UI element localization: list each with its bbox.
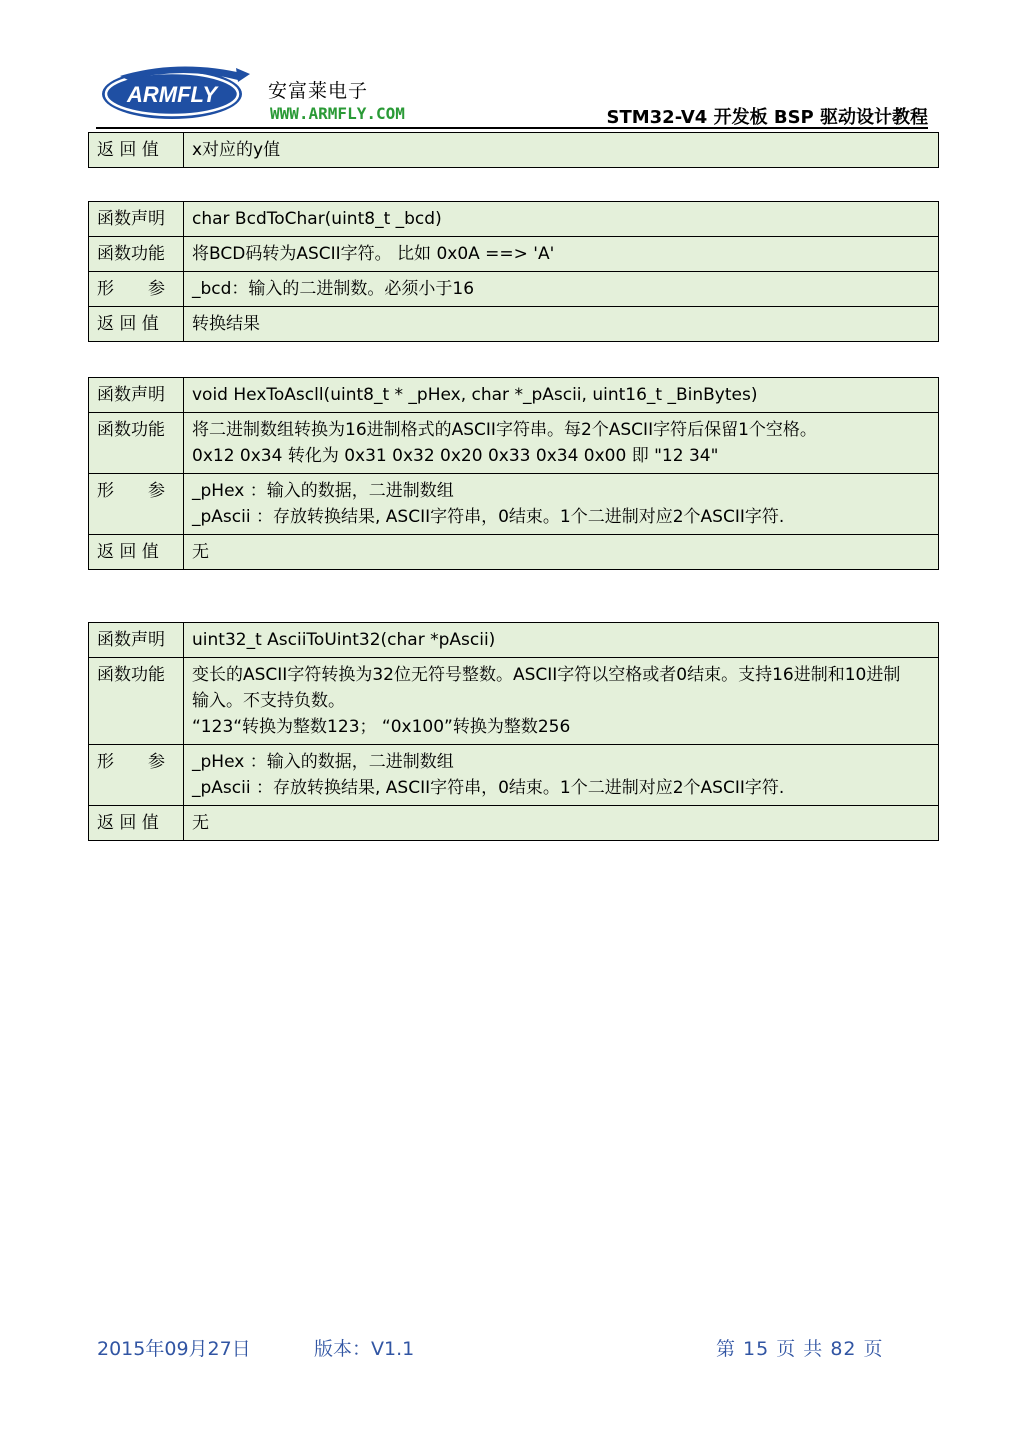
row-label: 形 参 xyxy=(89,745,184,806)
table-row xyxy=(89,378,939,413)
table-row xyxy=(89,535,939,570)
table-row xyxy=(89,474,939,535)
footer-date: 2015年09月27日 xyxy=(97,1338,251,1360)
content-line: _pAscii ：存放转换结果, ASCII字符串，0结束。1个二进制对应2个ASCII字符. xyxy=(192,778,785,798)
row-label: 函数功能 xyxy=(89,413,184,474)
row-content xyxy=(184,474,939,535)
row-label: 函数声明 xyxy=(89,202,184,237)
row-content xyxy=(184,307,939,342)
row-content xyxy=(184,806,939,841)
row-content xyxy=(184,272,939,307)
row-content xyxy=(184,378,939,413)
row-label: 返 回 值 xyxy=(89,535,184,570)
document-title: STM32-V4 开发板 BSP 驱动设计教程 xyxy=(606,107,928,128)
row-label: 函数声明 xyxy=(89,378,184,413)
row-content xyxy=(184,535,939,570)
row-label: 返 回 值 xyxy=(89,806,184,841)
row-content xyxy=(184,413,939,474)
header-divider xyxy=(96,127,928,129)
table-row xyxy=(89,202,939,237)
content-line: 无 xyxy=(192,813,209,833)
table-row xyxy=(89,806,939,841)
content-line: 将二进制数组转换为16进制格式的ASCII字符串。每2个ASCII字符后保留1个空格。 xyxy=(192,420,817,440)
website-link[interactable]: WWW.ARMFLY.COM xyxy=(270,104,405,123)
table-row xyxy=(89,745,939,806)
row-content xyxy=(184,202,939,237)
table-row xyxy=(89,307,939,342)
row-label: 函数功能 xyxy=(89,237,184,272)
row-label: 形 参 xyxy=(89,272,184,307)
content-line: _pHex ：输入的数据，二进制数组 xyxy=(192,752,454,772)
footer-version: 版本：V1.1 xyxy=(314,1338,415,1360)
content-line: 转换结果 xyxy=(192,314,260,334)
row-content xyxy=(184,623,939,658)
content-line: 无 xyxy=(192,542,209,562)
row-label: 返 回 值 xyxy=(89,307,184,342)
row-content xyxy=(184,133,939,168)
row-content xyxy=(184,658,939,745)
table-row xyxy=(89,413,939,474)
row-label: 返 回 值 xyxy=(89,133,184,168)
content-line: 将BCD码转为ASCII字符。 比如 0x0A ==> 'A' xyxy=(192,244,555,264)
table-row xyxy=(89,658,939,745)
table-row xyxy=(89,623,939,658)
company-name: 安富莱电子 xyxy=(268,80,369,102)
function-table-asciitouint32 xyxy=(88,622,939,841)
content-line: x对应的y值 xyxy=(192,140,281,160)
row-content xyxy=(184,237,939,272)
table-row xyxy=(89,133,939,168)
row-label: 形 参 xyxy=(89,474,184,535)
row-content xyxy=(184,745,939,806)
function-table-bcdtochar xyxy=(88,201,939,342)
armfly-logo xyxy=(100,62,250,122)
function-table-hextoascll xyxy=(88,377,939,570)
footer-page-number: 第 15 页 共 82 页 xyxy=(716,1338,884,1360)
logo-text: ARMFLY xyxy=(126,82,218,107)
content-line: void HexToAscll(uint8_t * _pHex, char *_pAscii, uint16_t _BinBytes) xyxy=(192,385,758,405)
content-line: 0x12 0x34 转化为 0x31 0x32 0x20 0x33 0x34 0x00 即 "12 34" xyxy=(192,446,719,466)
content-line: _pAscii ：存放转换结果, ASCII字符串，0结束。1个二进制对应2个ASCII字符. xyxy=(192,507,785,527)
table-row xyxy=(89,237,939,272)
function-table-continued xyxy=(88,132,939,168)
row-label: 函数声明 xyxy=(89,623,184,658)
content-line: _pHex ：输入的数据，二进制数组 xyxy=(192,481,454,501)
content-line: “123“转换为整数123； “0x100”转换为整数256 xyxy=(192,717,571,737)
content-line: 变长的ASCII字符转换为32位无符号整数。ASCII字符以空格或者0结束。支持16进制和10进制 xyxy=(192,665,901,685)
table-row xyxy=(89,272,939,307)
content-line: char BcdToChar(uint8_t _bcd) xyxy=(192,209,442,229)
row-label: 函数功能 xyxy=(89,658,184,745)
content-line: uint32_t AsciiToUint32(char *pAscii) xyxy=(192,630,496,650)
content-line: 输入。不支持负数。 xyxy=(192,691,345,711)
content-line: _bcd：输入的二进制数。必须小于16 xyxy=(192,279,475,299)
